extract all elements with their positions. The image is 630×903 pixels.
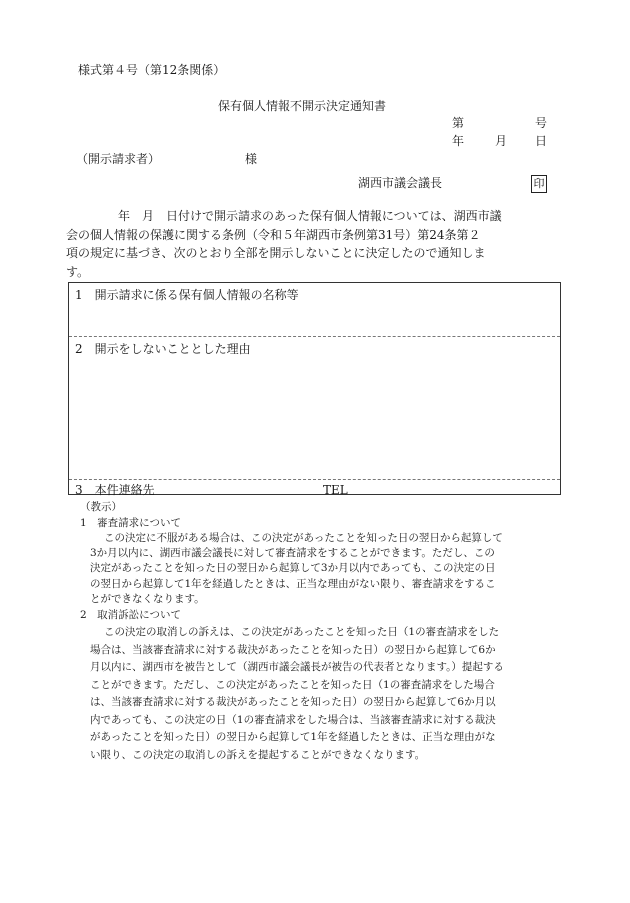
table-tel-label: TEL xyxy=(323,483,348,497)
notes-item-2-line-2: 場合は、当該審査請求に対する裁決があったことを知った日）の翌日から起算して6か xyxy=(90,643,496,656)
table-row-2-label: 2 開示をしないこととした理由 xyxy=(75,342,251,356)
notes-item-2-line-3: 月以内に、湖西市を被告として（湖西市議会議長が被告の代表者となります。）提起する xyxy=(90,661,504,673)
table-divider-1 xyxy=(69,336,560,337)
body-line-3: 項の規定に基づき、次のとおり全部を開示しないことに決定したので通知しま xyxy=(66,246,486,260)
notes-item-1-line-4: の翌日から起算して1年を経過したときは、正当な理由がない限り、審査請求をするこ xyxy=(90,577,496,590)
recipient-label: （開示請求者） xyxy=(76,152,161,166)
table-row-1-label: 1 開示請求に係る保有個人情報の名称等 xyxy=(75,288,299,302)
issuer-name: 湖西市議会議長 xyxy=(358,176,443,190)
info-table xyxy=(68,282,561,495)
table-divider-2 xyxy=(69,479,560,480)
notes-item-1-line-1: この決定に不服がある場合は、この決定があったことを知った日の翌日から起算して xyxy=(104,532,503,544)
seal-stamp: 印 xyxy=(531,175,547,193)
notes-item-1-title: 1 審査請求について xyxy=(80,517,181,529)
body-line-4: す。 xyxy=(66,264,90,279)
notes-item-2-line-4: ことができます。ただし、この決定があったことを知った日（1の審査請求をした場合 xyxy=(90,678,495,691)
document-title: 保有個人情報不開示決定通知書 xyxy=(218,99,387,113)
notes-item-2-title: 2 取消訴訟について xyxy=(80,609,181,621)
notes-item-2-line-1: この決定の取消しの訴えは、この決定があったことを知った日（1の審査請求をした xyxy=(104,626,500,638)
date-year: 年 xyxy=(452,134,465,148)
recipient-honorific: 様 xyxy=(245,152,258,166)
body-line-1: 年 月 日付けで開示請求のあった保有個人情報については、湖西市議 xyxy=(118,209,502,223)
date-day: 日 xyxy=(535,134,548,148)
doc-no-prefix: 第 xyxy=(452,116,465,130)
notes-item-2-line-8: い限り、この決定の取消しの訴えを提起することができなくなります。 xyxy=(90,748,426,761)
notes-item-2-line-6: 内であっても、この決定の日（1の審査請求をした場合は、当該審査請求に対する裁決 xyxy=(90,713,496,726)
form-number: 様式第４号（第12条関係） xyxy=(78,63,226,77)
notes-item-2-line-5: は、当該審査請求に対する裁決があったことを知った日）の翌日から起算して6か月以 xyxy=(90,696,496,708)
body-line-2: 会の個人情報の保護に関する条例（令和５年湖西市条例第31号）第24条第２ xyxy=(66,227,481,242)
notes-heading: （教示） xyxy=(80,501,122,513)
table-row-3-label: 3 本件連絡先 xyxy=(75,483,155,497)
notes-item-1-line-5: とができなくなります。 xyxy=(90,592,205,605)
date-month: 月 xyxy=(495,134,508,148)
notes-item-2-line-7: があったことを知った日）の翌日から起算して1年を経過したときは、正当な理由がな xyxy=(90,731,496,743)
notes-item-1-line-2: 3か月以内に、湖西市議会議長に対して審査請求をすることができます。ただし、この xyxy=(90,547,495,560)
notes-item-1-line-3: 決定があったことを知った日の翌日から起算して3か月以内であっても、この決定の日 xyxy=(90,562,496,575)
doc-no-suffix: 号 xyxy=(535,116,548,130)
